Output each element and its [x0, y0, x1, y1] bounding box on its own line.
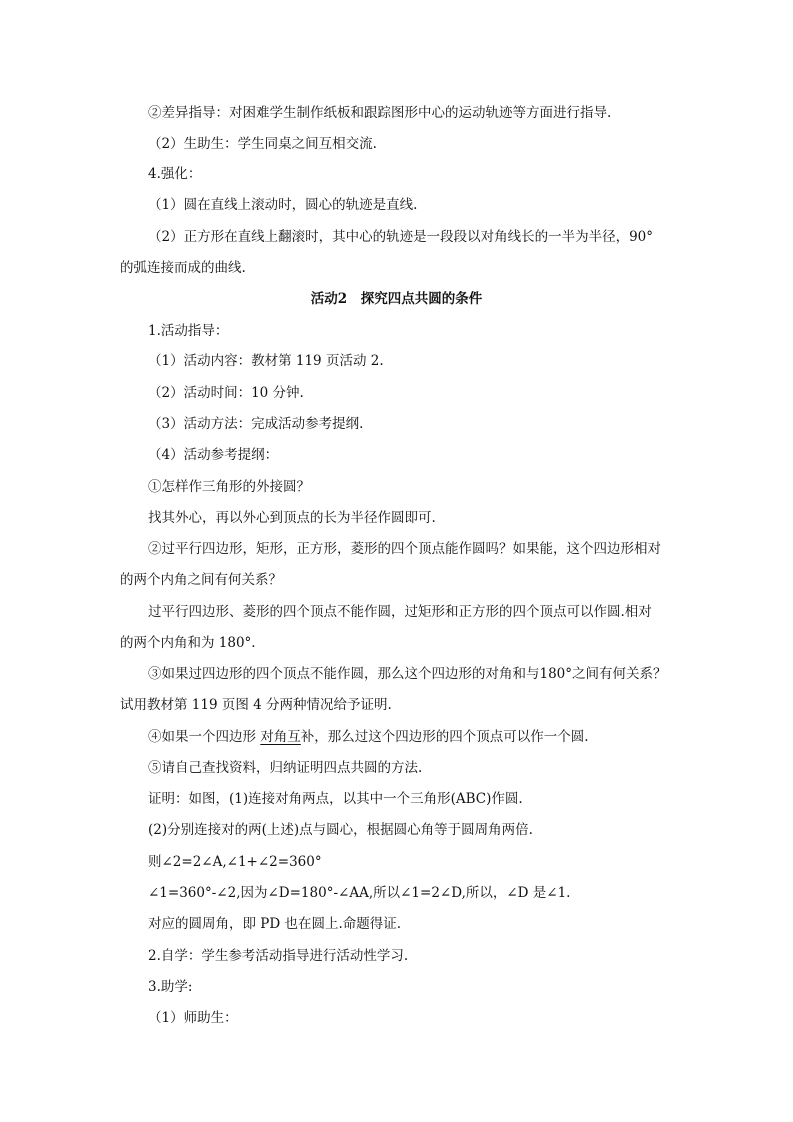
text-fragment: 补，那么过这个四边形的四个顶点可以作一个圆. [300, 729, 589, 745]
text-line: （3）活动方法：完成活动参考提纲. [148, 416, 364, 432]
text-line: ②过平行四边形，矩形，正方形，菱形的四个顶点能作圆吗？如果能，这个四边形相对 [148, 541, 661, 557]
text-line: （4）活动参考提纲： [148, 447, 279, 463]
text-line: （1）师助生： [148, 1010, 238, 1026]
text-line: （2）生助生：学生同桌之间互相交流. [148, 136, 377, 152]
text-line: 2.自学：学生参考活动指导进行活动性学习. [148, 948, 409, 964]
text-line: （1）活动内容：教材第 119 页活动 2. [148, 353, 384, 369]
text-line: ②差异指导：对困难学生制作纸板和跟踪图形中心的运动轨迹等方面进行指导. [148, 105, 612, 121]
text-line: (2)分别连接对的两(上述)点与圆心，根据圆心角等于圆周角两倍. [148, 822, 533, 838]
text-line: 过平行四边形、菱形的四个顶点不能作圆，过矩形和正方形的四个顶点可以作圆.相对 [148, 604, 652, 620]
text-line [148, 728, 589, 746]
text-line: （2）活动时间：10 分钟. [148, 385, 304, 401]
text-line: ⑤请自己查找资料，归纳证明四点共圆的方法. [148, 760, 423, 776]
text-line: 的弧连接而成的曲线. [120, 260, 246, 276]
text-fragment: ④如果一个四边形 [148, 729, 256, 745]
text-line: 的两个内角之间有何关系？ [120, 572, 282, 588]
text-line: ∠1=360°-∠2,因为∠D=180°-∠AA,所以∠1=2∠D,所以，∠D 是∠1. [148, 885, 571, 901]
section-title: 活动2 探究四点共圆的条件 [310, 291, 483, 307]
text-line: ③如果过四边形的四个顶点不能作圆，那么这个四边形的对角和与180°之间有何关系？ [148, 666, 667, 682]
text-line: 3.助学: [148, 979, 193, 995]
text-line: （2）正方形在直线上翻滚时，其中心的轨迹是一段段以对角线长的一半为半径，90° [148, 229, 654, 245]
text-line: （1）圆在直线上滚动时，圆心的轨迹是直线. [148, 197, 418, 213]
text-line: 对应的圆周角，即 PD 也在圆上.命题得证. [148, 916, 402, 932]
text-line: 找其外心，再以外心到顶点的长为半径作圆即可. [148, 510, 436, 526]
fill-in-answer: 对角互 [260, 729, 301, 745]
text-line: ①怎样作三角形的外接圆？ [148, 479, 310, 495]
text-line: 则∠2=2∠A,∠1+∠2=360° [148, 854, 322, 870]
text-line: 的两个内角和为 180°. [120, 635, 256, 651]
text-line: 试用教材第 119 页图 4 分两种情况给予证明. [120, 697, 392, 713]
text-line: 4.强化： [148, 166, 202, 182]
text-line: 1.活动指导： [148, 323, 229, 339]
text-line: 证明：如图，(1)连接对角两点，以其中一个三角形(ABC)作圆. [148, 791, 523, 807]
